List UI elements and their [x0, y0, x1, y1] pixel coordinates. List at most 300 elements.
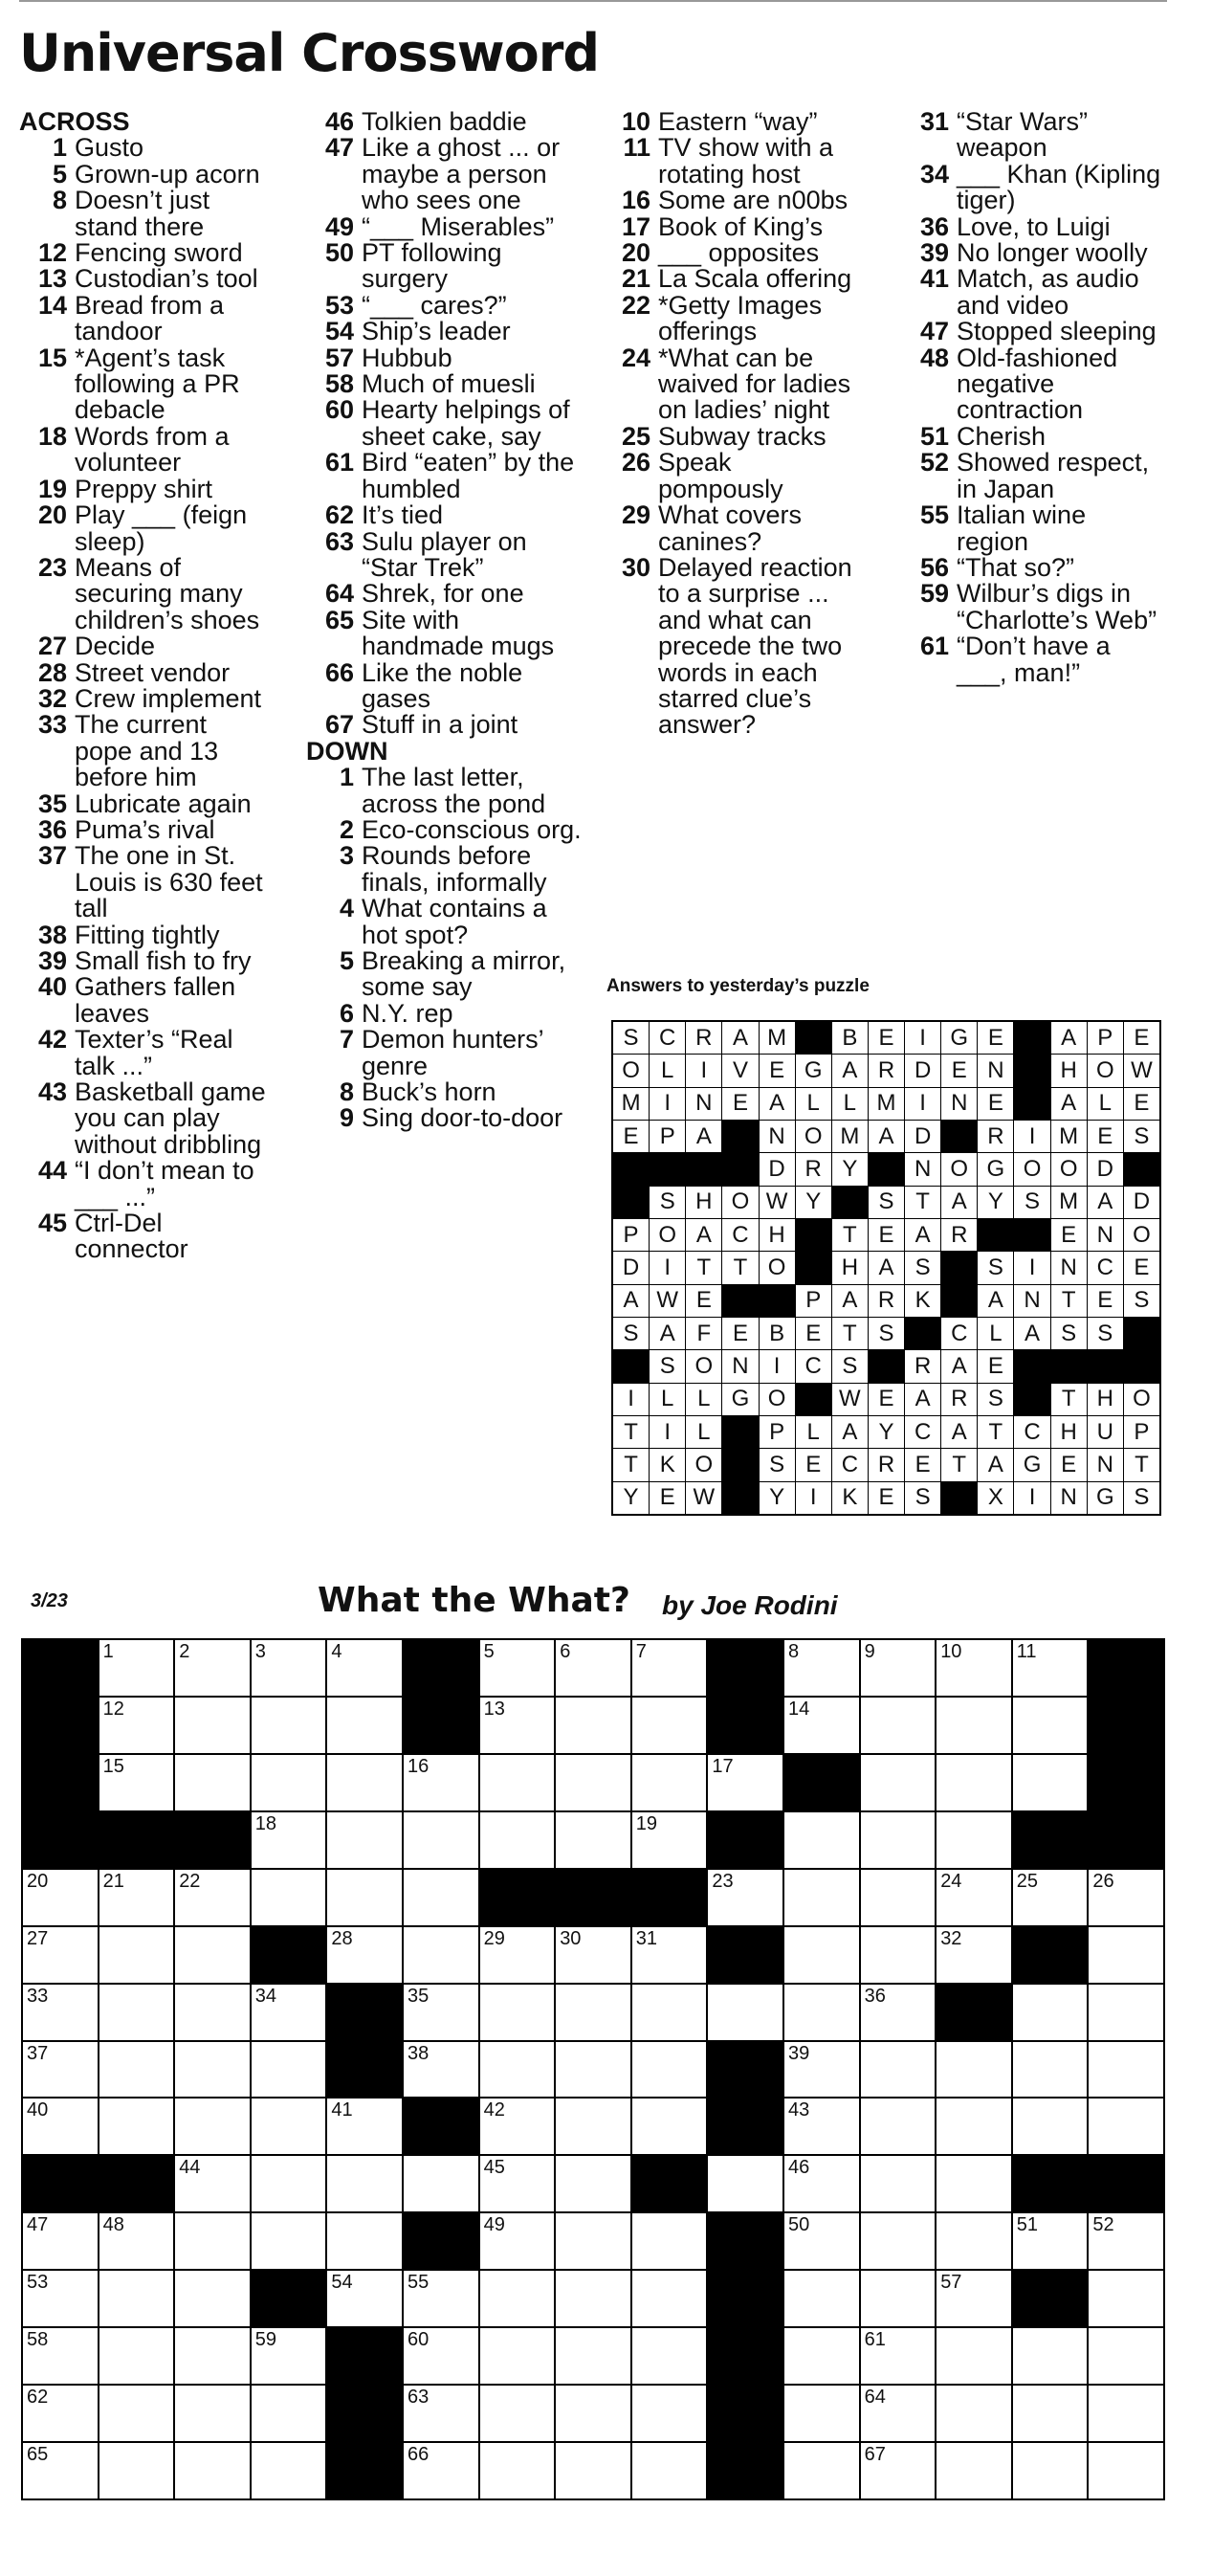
- grid-cell[interactable]: [861, 2386, 936, 2441]
- grid-cell[interactable]: [632, 2328, 707, 2384]
- grid-cell[interactable]: [784, 1812, 859, 1868]
- answer-letter: I: [1014, 1121, 1049, 1152]
- grid-cell[interactable]: [23, 2443, 98, 2498]
- answer-letter: I: [796, 1482, 831, 1514]
- grid-cell[interactable]: [175, 1870, 250, 1925]
- grid-cell[interactable]: [937, 1755, 1011, 1810]
- across-clue: [19, 974, 270, 1027]
- clue-number: 10: [621, 107, 650, 136]
- grid-cell[interactable]: [175, 2328, 250, 2384]
- grid-cell[interactable]: [1089, 2099, 1163, 2154]
- cell-number: 15: [102, 1755, 124, 1777]
- clue-number: 31: [919, 107, 949, 136]
- grid-cell[interactable]: [23, 1870, 98, 1925]
- clue-number: 20: [621, 238, 650, 268]
- answer-letter: S: [613, 1022, 649, 1054]
- grid-cell[interactable]: [784, 2156, 859, 2211]
- clue-number: 47: [919, 317, 949, 346]
- grid-cell[interactable]: [252, 2386, 326, 2441]
- grid-cell[interactable]: [632, 2042, 707, 2098]
- grid-cell[interactable]: [480, 2271, 555, 2326]
- grid-cell[interactable]: [252, 1755, 326, 1810]
- clue-text: “Star Wars” weapon: [957, 107, 1088, 163]
- grid-cell[interactable]: [99, 1640, 174, 1696]
- grid-cell[interactable]: [99, 2213, 174, 2269]
- clue-number: 37: [37, 841, 67, 871]
- grid-cell[interactable]: [784, 2271, 859, 2326]
- grid-cell[interactable]: [480, 2099, 555, 2154]
- answer-letter: M: [1051, 1121, 1087, 1152]
- grid-cell[interactable]: [480, 1640, 555, 1696]
- grid-cell[interactable]: [784, 1927, 859, 1983]
- grid-cell[interactable]: [327, 2271, 402, 2326]
- clue-number: 6: [339, 998, 354, 1028]
- grid-cell[interactable]: [556, 2271, 630, 2326]
- grid-cell[interactable]: [556, 2328, 630, 2384]
- clue-text: Some are n00bs: [658, 186, 848, 215]
- grid-cell[interactable]: [23, 2386, 98, 2441]
- grid-cell[interactable]: [937, 2443, 1011, 2498]
- grid-cell[interactable]: [861, 2328, 936, 2384]
- answer-letter: B: [832, 1022, 868, 1054]
- grid-cell[interactable]: [937, 2271, 1011, 2326]
- answers-caption: Answers to yesterday’s puzzle: [606, 976, 870, 996]
- answer-letter: E: [869, 1384, 904, 1415]
- clue-number: 65: [324, 605, 354, 634]
- grid-cell[interactable]: [175, 2042, 250, 2098]
- grid-cell[interactable]: [404, 2156, 478, 2211]
- grid-cell[interactable]: [404, 1927, 478, 1983]
- clue-text: Means of securing many children’s shoes: [75, 552, 260, 634]
- grid-cell[interactable]: [480, 2156, 555, 2211]
- grid-cell[interactable]: [632, 2271, 707, 2326]
- answer-letter: I: [905, 1088, 940, 1120]
- grid-cell[interactable]: [556, 2099, 630, 2154]
- grid-cell[interactable]: [708, 1985, 782, 2040]
- grid-cell[interactable]: [175, 2156, 250, 2211]
- grid-cell[interactable]: [556, 2443, 630, 2498]
- grid-cell[interactable]: [708, 1755, 782, 1810]
- grid-cell[interactable]: [175, 2271, 250, 2326]
- cell-number: 57: [940, 2272, 962, 2294]
- clue-text: Showed respect, in Japan: [957, 448, 1150, 503]
- grid-cell[interactable]: [784, 1870, 859, 1925]
- clue-text: Stopped sleeping: [957, 317, 1157, 346]
- grid-cell[interactable]: [480, 2042, 555, 2098]
- answer-letter: S: [978, 1252, 1013, 1283]
- grid-cell[interactable]: [327, 2156, 402, 2211]
- cell-number: 23: [712, 1870, 734, 1892]
- grid-cell[interactable]: [861, 1927, 936, 1983]
- grid-cell[interactable]: [1013, 2443, 1088, 2498]
- grid-cell[interactable]: [99, 2328, 174, 2384]
- grid-cell[interactable]: [480, 1812, 555, 1868]
- grid-cell[interactable]: [1089, 2443, 1163, 2498]
- grid-cell[interactable]: [632, 2099, 707, 2154]
- answer-black-square: [869, 1350, 904, 1382]
- grid-cell[interactable]: [937, 2328, 1011, 2384]
- grid-cell[interactable]: [252, 2156, 326, 2211]
- grid-cell[interactable]: [937, 2042, 1011, 2098]
- grid-cell[interactable]: [480, 1927, 555, 1983]
- cell-number: 12: [102, 1698, 124, 1720]
- grid-cell[interactable]: [861, 2271, 936, 2326]
- grid-cell[interactable]: [632, 1812, 707, 1868]
- answer-letter: N: [686, 1088, 721, 1120]
- grid-cell[interactable]: [252, 1870, 326, 1925]
- answer-letter: G: [978, 1153, 1013, 1185]
- grid-cell[interactable]: [175, 1640, 250, 1696]
- cell-number: 35: [407, 1985, 430, 2007]
- cell-number: 46: [787, 2157, 810, 2179]
- grid-cell[interactable]: [632, 1640, 707, 1696]
- grid-cell[interactable]: [937, 1927, 1011, 1983]
- grid-cell[interactable]: [480, 1698, 555, 1753]
- across-clue: [19, 633, 270, 659]
- grid-cell[interactable]: [327, 1698, 402, 1753]
- grid-cell[interactable]: [1089, 2213, 1163, 2269]
- answer-letter: E: [978, 1350, 1013, 1382]
- clue-number: 46: [324, 107, 354, 136]
- answer-letter: G: [1088, 1482, 1123, 1514]
- answer-letter: H: [832, 1252, 868, 1283]
- grid-cell[interactable]: [556, 2213, 630, 2269]
- grid-cell[interactable]: [861, 1698, 936, 1753]
- grid-cell[interactable]: [632, 2443, 707, 2498]
- grid-cell[interactable]: [252, 2213, 326, 2269]
- clue-number: 22: [621, 290, 650, 320]
- answer-letter: P: [1088, 1022, 1123, 1054]
- clue-text: What contains a hot spot?: [362, 894, 547, 949]
- grid-cell[interactable]: [784, 1985, 859, 2040]
- answer-black-square: [796, 1219, 831, 1251]
- grid-cell[interactable]: [404, 1870, 478, 1925]
- clue-number: 23: [37, 552, 67, 582]
- down-clue: [603, 240, 861, 266]
- grid-cell[interactable]: [861, 2213, 936, 2269]
- grid-cell[interactable]: [937, 2386, 1011, 2441]
- grid-cell[interactable]: [99, 2443, 174, 2498]
- answer-letter: S: [760, 1449, 795, 1480]
- grid-cell[interactable]: [175, 2099, 250, 2154]
- grid-cell[interactable]: [23, 2042, 98, 2098]
- grid-cell[interactable]: [632, 1698, 707, 1753]
- clue-text: Delayed reaction to a surprise ... and what can precede the two words in each starred clue’s answer?: [658, 552, 852, 740]
- grid-cell[interactable]: [556, 1812, 630, 1868]
- grid-cell[interactable]: [861, 1870, 936, 1925]
- grid-cell[interactable]: [861, 2099, 936, 2154]
- clue-number: 45: [37, 1209, 67, 1238]
- grid-cell[interactable]: [1089, 2271, 1163, 2326]
- grid-cell[interactable]: [632, 1927, 707, 1983]
- black-square: [404, 2213, 478, 2269]
- grid-cell[interactable]: [556, 1640, 630, 1696]
- down-clue: [306, 896, 584, 948]
- grid-cell[interactable]: [404, 2386, 478, 2441]
- grid-cell[interactable]: [1013, 1870, 1088, 1925]
- answer-letter: S: [1014, 1187, 1049, 1218]
- answer-black-square: [722, 1449, 758, 1480]
- grid-cell[interactable]: [23, 2328, 98, 2384]
- grid-cell[interactable]: [861, 2443, 936, 2498]
- answer-black-square: [722, 1482, 758, 1514]
- grid-cell[interactable]: [861, 1640, 936, 1696]
- clue-number: 54: [324, 317, 354, 346]
- grid-cell[interactable]: [252, 1698, 326, 1753]
- grid-cell[interactable]: [1013, 1755, 1088, 1810]
- cell-number: 7: [635, 1641, 647, 1662]
- answer-letter: R: [941, 1219, 977, 1251]
- black-square: [1013, 2271, 1088, 2326]
- grid-cell[interactable]: [1013, 2042, 1088, 2098]
- grid-cell[interactable]: [861, 1985, 936, 2040]
- grid-cell[interactable]: [861, 2042, 936, 2098]
- grid-cell[interactable]: [480, 1985, 555, 2040]
- answer-letter: L: [686, 1416, 721, 1448]
- cell-number: 48: [102, 2214, 124, 2236]
- answer-black-square: [722, 1285, 758, 1317]
- answer-letter: N: [722, 1350, 758, 1382]
- grid-cell[interactable]: [556, 2156, 630, 2211]
- down-clue: [603, 188, 861, 213]
- grid-cell[interactable]: [327, 1812, 402, 1868]
- grid-cell[interactable]: [99, 1927, 174, 1983]
- cell-number: 4: [331, 1641, 342, 1662]
- grid-cell[interactable]: [252, 1985, 326, 2040]
- grid-cell[interactable]: [556, 1755, 630, 1810]
- grid-cell[interactable]: [99, 2271, 174, 2326]
- grid-cell[interactable]: [937, 2099, 1011, 2154]
- clue-number: 47: [324, 133, 354, 163]
- grid-cell[interactable]: [937, 1812, 1011, 1868]
- grid-cell[interactable]: [1089, 2386, 1163, 2441]
- cell-number: 14: [787, 1698, 810, 1720]
- down-clue: [306, 765, 584, 817]
- grid-cell[interactable]: [404, 2042, 478, 2098]
- grid-cell[interactable]: [937, 2213, 1011, 2269]
- down-clue: [901, 421, 1161, 451]
- answer-letter: I: [650, 1416, 685, 1448]
- down-clue: [901, 109, 1161, 162]
- grid-cell[interactable]: [784, 2328, 859, 2384]
- grid-cell[interactable]: [784, 1698, 859, 1753]
- grid-cell[interactable]: [708, 2156, 782, 2211]
- grid-cell[interactable]: [327, 2099, 402, 2154]
- grid-cell[interactable]: [99, 1870, 174, 1925]
- grid-cell[interactable]: [404, 1985, 478, 2040]
- grid-cell[interactable]: [252, 2042, 326, 2098]
- grid-cell[interactable]: [1013, 2213, 1088, 2269]
- clue-text: La Scala offering: [658, 264, 852, 294]
- grid-cell[interactable]: [632, 2386, 707, 2441]
- down-clue: [901, 552, 1161, 582]
- grid-cell[interactable]: [784, 2443, 859, 2498]
- grid-cell[interactable]: [556, 1985, 630, 2040]
- grid-cell[interactable]: [861, 1812, 936, 1868]
- answer-letter: A: [978, 1449, 1013, 1480]
- clue-number: 32: [37, 683, 67, 713]
- grid-cell[interactable]: [175, 1698, 250, 1753]
- answer-letter: V: [722, 1055, 758, 1086]
- grid-cell[interactable]: [99, 2386, 174, 2441]
- clue-number: 16: [621, 186, 650, 215]
- answer-letter: P: [650, 1121, 685, 1152]
- answer-letter: O: [686, 1449, 721, 1480]
- grid-cell[interactable]: [99, 1698, 174, 1753]
- grid-cell[interactable]: [327, 1640, 402, 1696]
- answer-letter: O: [1124, 1219, 1159, 1251]
- answer-letter: L: [796, 1088, 831, 1120]
- grid-cell[interactable]: [175, 1755, 250, 1810]
- grid-cell[interactable]: [1089, 2328, 1163, 2384]
- grid-cell[interactable]: [404, 2443, 478, 2498]
- black-square: [1089, 1755, 1163, 1810]
- answer-letter: W: [832, 1384, 868, 1415]
- grid-cell[interactable]: [175, 1985, 250, 2040]
- grid-cell[interactable]: [23, 2213, 98, 2269]
- grid-cell[interactable]: [480, 2443, 555, 2498]
- grid-cell[interactable]: [175, 2443, 250, 2498]
- grid-cell[interactable]: [175, 2386, 250, 2441]
- grid-cell[interactable]: [404, 1812, 478, 1868]
- answer-letter: D: [1124, 1187, 1159, 1218]
- across-clue: [306, 657, 584, 713]
- grid-cell[interactable]: [784, 2386, 859, 2441]
- cell-number: 25: [1016, 1870, 1039, 1892]
- grid-cell[interactable]: [252, 1640, 326, 1696]
- grid-cell[interactable]: [404, 1755, 478, 1810]
- grid-cell[interactable]: [23, 2099, 98, 2154]
- puzzle-byline: by Joe Rodini: [662, 1590, 838, 1620]
- cell-number: 64: [864, 2387, 886, 2409]
- grid-cell[interactable]: [632, 1755, 707, 1810]
- grid-cell[interactable]: [252, 2443, 326, 2498]
- grid-cell[interactable]: [1089, 2042, 1163, 2098]
- clue-text: The one in St. Louis is 630 feet tall: [75, 841, 263, 923]
- grid-cell[interactable]: [1013, 2386, 1088, 2441]
- grid-cell[interactable]: [99, 1985, 174, 2040]
- grid-cell[interactable]: [175, 1927, 250, 1983]
- grid-cell[interactable]: [327, 1870, 402, 1925]
- black-square: [1089, 1812, 1163, 1868]
- cell-number: 51: [1016, 2214, 1039, 2236]
- grid-cell[interactable]: [784, 2042, 859, 2098]
- across-clue: [19, 266, 270, 292]
- grid-cell[interactable]: [556, 2386, 630, 2441]
- grid-cell[interactable]: [404, 2328, 478, 2384]
- grid-cell[interactable]: [327, 1927, 402, 1983]
- answer-letter: E: [978, 1088, 1013, 1120]
- answer-black-square: [832, 1187, 868, 1218]
- grid-cell[interactable]: [99, 1755, 174, 1810]
- cell-number: 8: [787, 1641, 800, 1662]
- across-clue: [306, 240, 584, 293]
- grid-cell[interactable]: [99, 2099, 174, 2154]
- across-clue: [19, 345, 270, 424]
- answer-letter: E: [722, 1088, 758, 1120]
- answer-letter: S: [1124, 1285, 1159, 1317]
- grid-cell[interactable]: [1013, 1985, 1088, 2040]
- grid-cell[interactable]: [1013, 2328, 1088, 2384]
- clue-text: Buck’s horn: [362, 1077, 496, 1107]
- grid-cell[interactable]: [937, 1698, 1011, 1753]
- grid-cell[interactable]: [480, 2213, 555, 2269]
- answer-letter: E: [978, 1022, 1013, 1054]
- answer-letter: S: [1124, 1482, 1159, 1514]
- grid-cell[interactable]: [1013, 1698, 1088, 1753]
- grid-cell[interactable]: [556, 2042, 630, 2098]
- down-clue: [901, 581, 1161, 633]
- grid-cell[interactable]: [556, 1927, 630, 1983]
- grid-cell[interactable]: [1013, 1640, 1088, 1696]
- black-square: [784, 1755, 859, 1810]
- grid-cell[interactable]: [252, 1812, 326, 1868]
- grid-cell[interactable]: [1013, 2099, 1088, 2154]
- answer-letter: L: [650, 1384, 685, 1415]
- grid-cell[interactable]: [23, 1985, 98, 2040]
- grid-cell[interactable]: [1089, 1927, 1163, 1983]
- clue-number: 1: [52, 133, 67, 163]
- grid-cell[interactable]: [23, 2271, 98, 2326]
- grid-cell[interactable]: [1089, 1985, 1163, 2040]
- answer-letter: A: [905, 1219, 940, 1251]
- answer-letter: E: [796, 1449, 831, 1480]
- cell-number: 20: [27, 1870, 49, 1892]
- answer-letter: S: [869, 1318, 904, 1349]
- grid-cell[interactable]: [784, 2099, 859, 2154]
- grid-cell[interactable]: [784, 1640, 859, 1696]
- grid-cell[interactable]: [632, 1985, 707, 2040]
- clue-number: 11: [623, 133, 650, 163]
- grid-cell[interactable]: [99, 2042, 174, 2098]
- grid-cell[interactable]: [937, 1640, 1011, 1696]
- grid-cell[interactable]: [632, 2213, 707, 2269]
- grid-cell[interactable]: [861, 2156, 936, 2211]
- across-clue: [19, 814, 270, 844]
- grid-cell[interactable]: [175, 2213, 250, 2269]
- grid-cell[interactable]: [708, 1870, 782, 1925]
- grid-cell[interactable]: [252, 2328, 326, 2384]
- grid-cell[interactable]: [327, 1755, 402, 1810]
- clue-number: 53: [324, 290, 354, 320]
- black-square: [23, 1640, 98, 1696]
- answer-letter: D: [905, 1055, 940, 1086]
- grid-cell[interactable]: [861, 1755, 936, 1810]
- answer-letter: X: [978, 1482, 1013, 1514]
- black-square: [632, 1870, 707, 1925]
- grid-cell[interactable]: [937, 1870, 1011, 1925]
- grid-cell[interactable]: [252, 2099, 326, 2154]
- grid-cell[interactable]: [784, 2213, 859, 2269]
- grid-cell[interactable]: [1089, 1870, 1163, 1925]
- answer-letter: E: [1124, 1252, 1159, 1283]
- clue-number: 13: [37, 264, 67, 294]
- answer-letter: Y: [796, 1187, 831, 1218]
- grid-cell[interactable]: [23, 1927, 98, 1983]
- grid-cell[interactable]: [404, 2271, 478, 2326]
- grid-cell[interactable]: [480, 2386, 555, 2441]
- grid-cell[interactable]: [480, 1755, 555, 1810]
- grid-cell[interactable]: [556, 1698, 630, 1753]
- clue-text: Eco-conscious org.: [362, 814, 582, 844]
- black-square: [708, 2271, 782, 2326]
- grid-cell[interactable]: [480, 2328, 555, 2384]
- grid-cell[interactable]: [327, 2213, 402, 2269]
- answer-letter: M: [832, 1121, 868, 1152]
- cell-number: 5: [483, 1641, 495, 1662]
- grid-cell[interactable]: [937, 2156, 1011, 2211]
- cell-number: 61: [864, 2329, 886, 2351]
